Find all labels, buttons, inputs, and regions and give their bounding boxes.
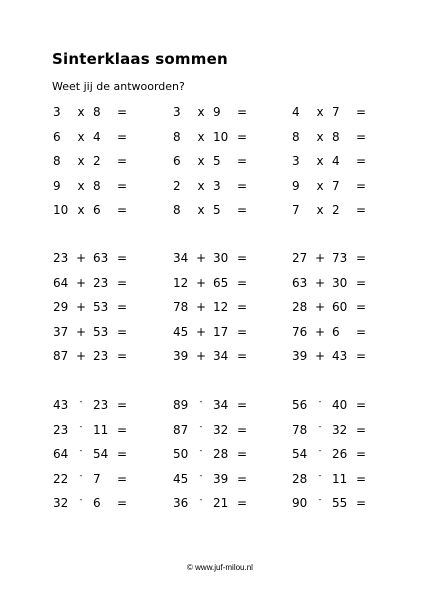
sum-row <box>0 491 440 516</box>
second-number: 8 <box>332 129 340 144</box>
first-number: 29 <box>53 300 69 314</box>
multiplication-sum <box>0 100 128 125</box>
second-number: 55 <box>332 496 348 510</box>
operator-sign: x <box>197 203 205 217</box>
equals-sign: = <box>117 129 128 144</box>
operator-sign: - <box>318 421 322 431</box>
operator-sign: - <box>79 397 83 406</box>
second-number: 73 <box>332 251 348 265</box>
second-number: 60 <box>332 300 348 314</box>
first-number: 6 <box>53 129 61 144</box>
subtraction-sum <box>0 442 128 467</box>
operator-sign: x <box>197 129 205 144</box>
addition-sum <box>239 344 367 369</box>
operator-sign: x <box>77 203 85 217</box>
addition-sum <box>0 246 128 271</box>
equals-sign: = <box>356 105 367 119</box>
second-number: 23 <box>93 349 109 363</box>
second-number: 23 <box>93 275 109 290</box>
second-number: 63 <box>93 251 109 265</box>
first-number: 7 <box>292 203 300 217</box>
multiplication-sum <box>120 149 248 174</box>
equals-sign: = <box>356 129 367 144</box>
operator-sign: x <box>77 129 85 144</box>
first-number: 2 <box>173 178 181 193</box>
operator-sign: + <box>196 349 207 363</box>
equals-sign: = <box>117 251 128 265</box>
multiplication-sum <box>0 174 128 199</box>
equals-sign: = <box>117 349 128 363</box>
operator-sign: x <box>77 154 85 168</box>
sum-row <box>0 174 440 199</box>
subtraction-sum <box>239 491 367 516</box>
second-number: 30 <box>332 275 348 290</box>
equals-sign: = <box>356 300 367 314</box>
addition-sum <box>239 320 367 345</box>
sum-row <box>0 271 440 296</box>
first-number: 3 <box>173 105 181 119</box>
first-number: 54 <box>292 447 308 461</box>
first-number: 8 <box>292 129 300 144</box>
operator-sign: + <box>196 251 207 265</box>
equals-sign: = <box>117 422 128 437</box>
operator-sign: + <box>76 275 87 290</box>
equals-sign: = <box>356 275 367 290</box>
first-number: 90 <box>292 496 308 510</box>
equals-sign: = <box>117 471 128 486</box>
equals-sign: = <box>117 300 128 314</box>
subtraction-sum <box>120 393 248 418</box>
sum-row <box>0 295 440 320</box>
equals-sign: = <box>117 178 128 193</box>
second-number: 7 <box>332 178 340 193</box>
first-number: 4 <box>292 105 300 119</box>
equals-sign: = <box>117 447 128 461</box>
addition-sum <box>120 344 248 369</box>
first-number: 39 <box>173 349 189 363</box>
first-number: 12 <box>173 275 189 290</box>
first-number: 9 <box>53 178 61 193</box>
multiplication-sum <box>120 100 248 125</box>
first-number: 78 <box>292 422 308 437</box>
equals-sign: = <box>117 154 128 168</box>
operator-sign: + <box>196 275 207 290</box>
first-number: 36 <box>173 496 189 510</box>
first-number: 23 <box>53 422 69 437</box>
second-number: 5 <box>213 154 221 168</box>
operator-sign: - <box>318 397 322 406</box>
first-number: 76 <box>292 324 308 339</box>
sum-row <box>0 246 440 271</box>
equals-sign: = <box>237 422 248 437</box>
second-number: 54 <box>93 447 109 461</box>
second-number: 43 <box>332 349 348 363</box>
sum-row <box>0 149 440 174</box>
second-number: 40 <box>332 398 348 412</box>
second-number: 9 <box>213 105 221 119</box>
subtraction-section <box>0 393 440 516</box>
operator-sign: - <box>199 397 203 406</box>
multiplication-sum <box>239 149 367 174</box>
operator-sign: + <box>315 251 326 265</box>
subtitle: Weet jij de antwoorden? <box>52 80 185 93</box>
operator-sign: - <box>318 446 322 455</box>
first-number: 87 <box>53 349 69 363</box>
operator-sign: - <box>318 470 322 480</box>
equals-sign: = <box>237 178 248 193</box>
operator-sign: + <box>76 300 87 314</box>
multiplication-sum <box>239 198 367 223</box>
second-number: 5 <box>213 203 221 217</box>
first-number: 28 <box>292 471 308 486</box>
sum-row <box>0 418 440 443</box>
equals-sign: = <box>356 203 367 217</box>
equals-sign: = <box>237 275 248 290</box>
operator-sign: - <box>79 495 83 504</box>
second-number: 6 <box>93 496 101 510</box>
subtraction-sum <box>120 442 248 467</box>
subtraction-sum <box>120 467 248 492</box>
addition-sum <box>239 295 367 320</box>
first-number: 8 <box>173 203 181 217</box>
operator-sign: x <box>197 178 205 193</box>
equals-sign: = <box>237 496 248 510</box>
page-title: Sinterklaas sommen <box>52 50 228 68</box>
first-number: 45 <box>173 471 189 486</box>
addition-sum <box>0 344 128 369</box>
sum-row <box>0 467 440 492</box>
multiplication-sum <box>239 174 367 199</box>
second-number: 11 <box>93 422 109 437</box>
multiplication-section <box>0 100 440 223</box>
subtraction-sum <box>239 393 367 418</box>
equals-sign: = <box>117 203 128 217</box>
subtraction-sum <box>239 418 367 443</box>
first-number: 34 <box>173 251 189 265</box>
equals-sign: = <box>237 447 248 461</box>
second-number: 2 <box>332 203 340 217</box>
equals-sign: = <box>356 154 367 168</box>
second-number: 6 <box>93 203 101 217</box>
first-number: 27 <box>292 251 308 265</box>
operator-sign: + <box>196 324 207 339</box>
second-number: 65 <box>213 275 229 290</box>
operator-sign: x <box>77 105 85 119</box>
equals-sign: = <box>237 324 248 339</box>
operator-sign: + <box>315 300 326 314</box>
operator-sign: - <box>199 470 203 480</box>
first-number: 32 <box>53 496 69 510</box>
second-number: 11 <box>332 471 348 486</box>
multiplication-sum <box>120 174 248 199</box>
operator-sign: - <box>199 495 203 504</box>
first-number: 9 <box>292 178 300 193</box>
multiplication-sum <box>0 198 128 223</box>
operator-sign: x <box>316 203 324 217</box>
second-number: 10 <box>213 129 229 144</box>
first-number: 10 <box>53 203 69 217</box>
equals-sign: = <box>356 251 367 265</box>
operator-sign: x <box>316 178 324 193</box>
second-number: 53 <box>93 324 109 339</box>
equals-sign: = <box>117 324 128 339</box>
multiplication-sum <box>0 149 128 174</box>
second-number: 26 <box>332 447 348 461</box>
second-number: 17 <box>213 324 229 339</box>
first-number: 8 <box>53 154 61 168</box>
second-number: 28 <box>213 447 229 461</box>
footer-copyright: © www.juf-milou.nl <box>187 563 253 572</box>
sum-row <box>0 344 440 369</box>
sum-row <box>0 320 440 345</box>
equals-sign: = <box>356 349 367 363</box>
second-number: 7 <box>332 105 340 119</box>
second-number: 23 <box>93 398 109 412</box>
first-number: 56 <box>292 398 308 412</box>
subtraction-sum <box>120 491 248 516</box>
equals-sign: = <box>237 471 248 486</box>
operator-sign: - <box>79 470 83 480</box>
first-number: 22 <box>53 471 69 486</box>
first-number: 3 <box>53 105 61 119</box>
second-number: 53 <box>93 300 109 314</box>
first-number: 89 <box>173 398 189 412</box>
operator-sign: - <box>199 446 203 455</box>
equals-sign: = <box>237 349 248 363</box>
equals-sign: = <box>237 251 248 265</box>
sum-row <box>0 100 440 125</box>
equals-sign: = <box>356 447 367 461</box>
sum-row <box>0 125 440 150</box>
equals-sign: = <box>356 324 367 339</box>
second-number: 2 <box>93 154 101 168</box>
first-number: 6 <box>173 154 181 168</box>
addition-sum <box>120 320 248 345</box>
equals-sign: = <box>356 178 367 193</box>
operator-sign: + <box>196 300 207 314</box>
operator-sign: + <box>76 251 87 265</box>
second-number: 12 <box>213 300 229 314</box>
first-number: 64 <box>53 447 69 461</box>
equals-sign: = <box>237 398 248 412</box>
equals-sign: = <box>237 203 248 217</box>
second-number: 32 <box>213 422 229 437</box>
operator-sign: - <box>318 495 322 504</box>
multiplication-sum <box>0 125 128 150</box>
first-number: 64 <box>53 275 69 290</box>
second-number: 34 <box>213 398 229 412</box>
first-number: 78 <box>173 300 189 314</box>
second-number: 34 <box>213 349 229 363</box>
addition-sum <box>120 246 248 271</box>
first-number: 43 <box>53 398 69 412</box>
equals-sign: = <box>117 398 128 412</box>
operator-sign: x <box>77 178 85 193</box>
equals-sign: = <box>356 496 367 510</box>
subtraction-sum <box>120 418 248 443</box>
sum-row <box>0 442 440 467</box>
operator-sign: - <box>79 421 83 431</box>
equals-sign: = <box>356 398 367 412</box>
multiplication-sum <box>239 125 367 150</box>
equals-sign: = <box>356 422 367 437</box>
second-number: 8 <box>93 178 101 193</box>
addition-sum <box>239 271 367 296</box>
multiplication-sum <box>239 100 367 125</box>
sum-row <box>0 198 440 223</box>
operator-sign: + <box>76 324 87 339</box>
operator-sign: x <box>197 105 205 119</box>
subtraction-sum <box>0 491 128 516</box>
equals-sign: = <box>237 154 248 168</box>
second-number: 7 <box>93 471 101 486</box>
second-number: 4 <box>332 154 340 168</box>
operator-sign: x <box>316 129 324 144</box>
operator-sign: + <box>315 275 326 290</box>
second-number: 8 <box>93 105 101 119</box>
addition-sum <box>120 295 248 320</box>
addition-sum <box>0 320 128 345</box>
subtraction-sum <box>0 393 128 418</box>
equals-sign: = <box>117 105 128 119</box>
first-number: 37 <box>53 324 69 339</box>
operator-sign: x <box>316 154 324 168</box>
second-number: 30 <box>213 251 229 265</box>
first-number: 39 <box>292 349 308 363</box>
addition-sum <box>120 271 248 296</box>
operator-sign: x <box>197 154 205 168</box>
subtraction-sum <box>239 467 367 492</box>
first-number: 63 <box>292 275 308 290</box>
equals-sign: = <box>356 471 367 486</box>
equals-sign: = <box>237 300 248 314</box>
equals-sign: = <box>117 496 128 510</box>
addition-sum <box>0 295 128 320</box>
operator-sign: - <box>199 421 203 431</box>
operator-sign: + <box>315 349 326 363</box>
multiplication-sum <box>120 198 248 223</box>
first-number: 87 <box>173 422 189 437</box>
second-number: 6 <box>332 324 340 339</box>
operator-sign: + <box>76 349 87 363</box>
first-number: 50 <box>173 447 189 461</box>
second-number: 39 <box>213 471 229 486</box>
operator-sign: - <box>79 446 83 455</box>
second-number: 32 <box>332 422 348 437</box>
first-number: 45 <box>173 324 189 339</box>
addition-sum <box>239 246 367 271</box>
first-number: 23 <box>53 251 69 265</box>
first-number: 8 <box>173 129 181 144</box>
operator-sign: + <box>315 324 326 339</box>
sum-row <box>0 393 440 418</box>
second-number: 4 <box>93 129 101 144</box>
multiplication-sum <box>120 125 248 150</box>
addition-sum <box>0 271 128 296</box>
operator-sign: x <box>316 105 324 119</box>
subtraction-sum <box>0 467 128 492</box>
first-number: 28 <box>292 300 308 314</box>
subtraction-sum <box>239 442 367 467</box>
first-number: 3 <box>292 154 300 168</box>
equals-sign: = <box>237 105 248 119</box>
second-number: 3 <box>213 178 221 193</box>
second-number: 21 <box>213 496 229 510</box>
equals-sign: = <box>117 275 128 290</box>
subtraction-sum <box>0 418 128 443</box>
equals-sign: = <box>237 129 248 144</box>
addition-section <box>0 246 440 369</box>
